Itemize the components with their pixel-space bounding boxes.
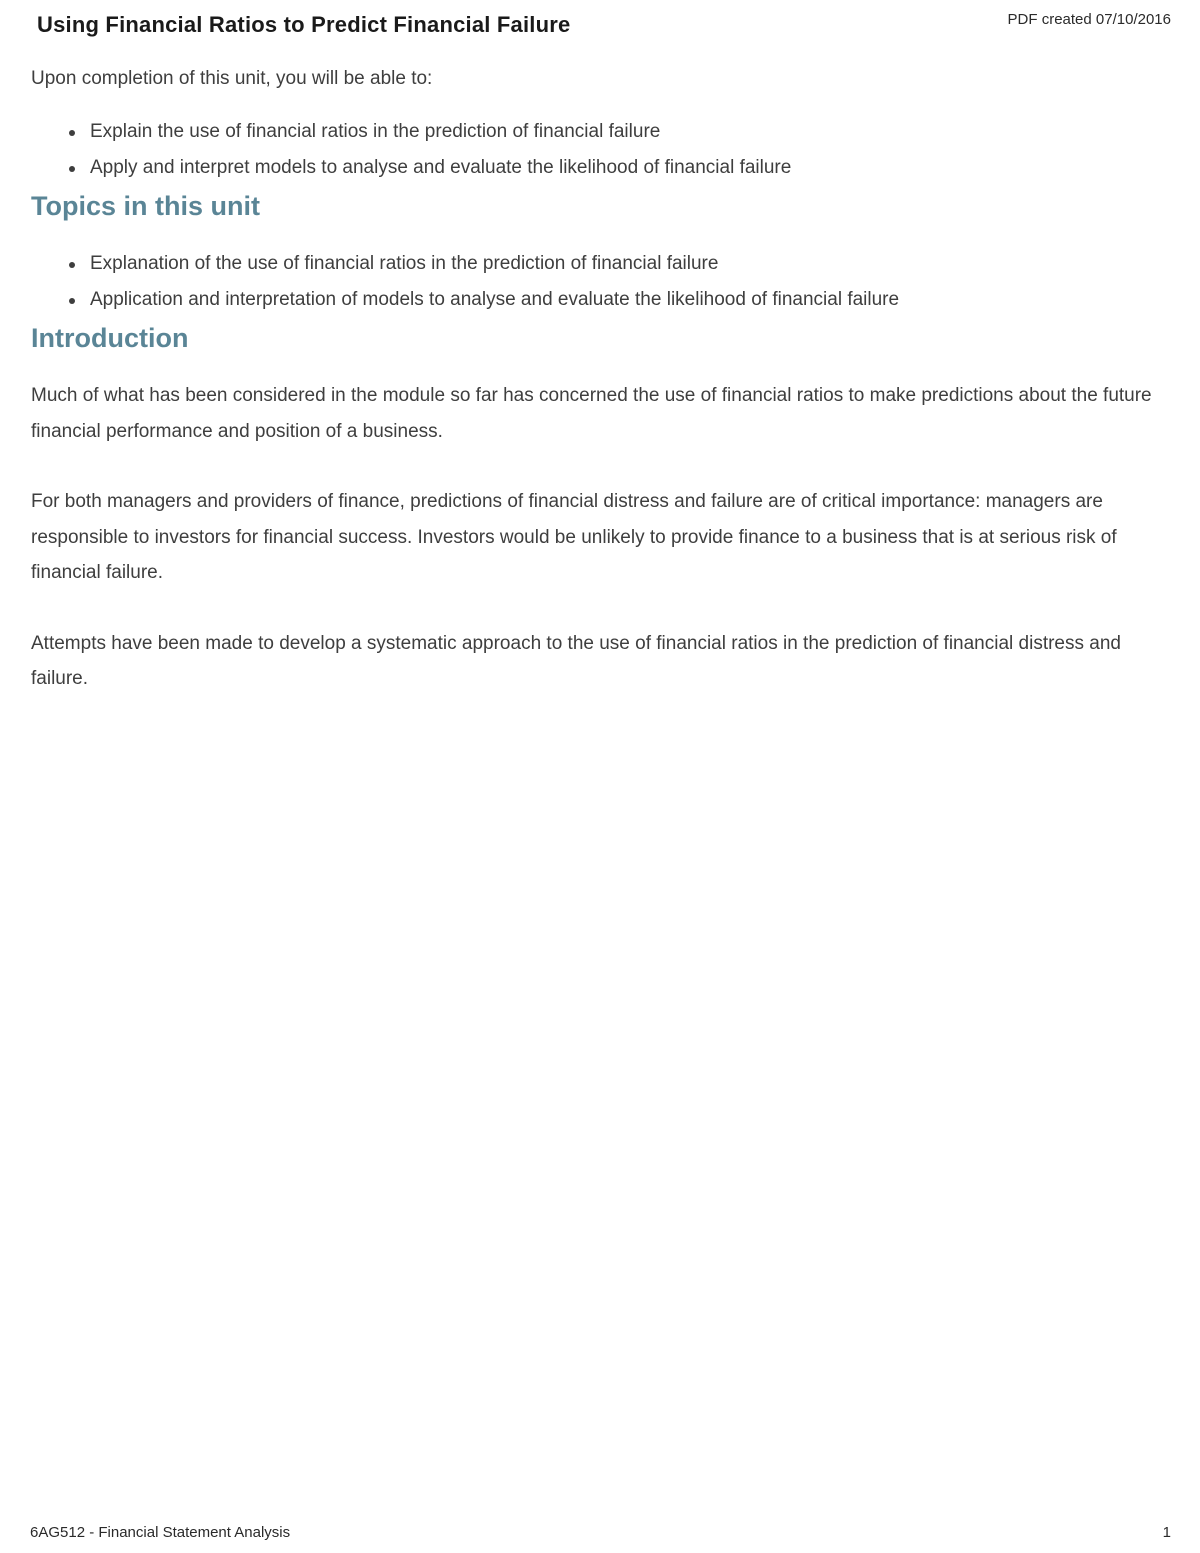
- list-item-text: Application and interpretation of models to analyse and evaluate the likelihood of financial failure: [90, 289, 900, 310]
- pdf-created-date: PDF created 07/10/2016: [1007, 11, 1171, 28]
- introduction-paragraph: Much of what has been considered in the module so far has concerned the use of financial ratios to make predictions about the future financial performance and position of a business.: [31, 385, 1152, 442]
- main-content: [31, 64, 1161, 697]
- introduction-paragraph: For both managers and providers of finance, predictions of financial distress and failure are of critical importance: managers are responsible to investors for financial success. Investors would be unlikely to provide finance to a business that is at serious risk of financial failure.: [31, 491, 1117, 583]
- list-item-text: Explanation of the use of financial ratios in the prediction of financial failure: [90, 253, 719, 274]
- list-item: [31, 114, 1161, 150]
- list-item: [31, 246, 1161, 282]
- introduction-heading: Introduction: [31, 323, 189, 353]
- bullet-icon: [69, 166, 75, 172]
- document-title: Using Financial Ratios to Predict Financial Failure: [37, 12, 571, 37]
- topics-heading: Topics in this unit: [31, 191, 260, 221]
- topics-list: [31, 246, 1161, 318]
- objectives-list: [31, 114, 1161, 186]
- bullet-icon: [69, 298, 75, 304]
- objectives-intro: Upon completion of this unit, you will be able to:: [31, 68, 433, 89]
- list-item: [31, 282, 1161, 318]
- bullet-icon: [69, 130, 75, 136]
- introduction-paragraph: Attempts have been made to develop a systematic approach to the use of financial ratios in the prediction of financial distress and failure.: [31, 632, 1121, 689]
- list-item: [31, 150, 1161, 186]
- list-item-text: Explain the use of financial ratios in the prediction of financial failure: [90, 121, 661, 142]
- bullet-icon: [69, 262, 75, 268]
- footer-page-number: 1: [1162, 1524, 1171, 1541]
- list-item-text: Apply and interpret models to analyse and evaluate the likelihood of financial failure: [90, 157, 792, 178]
- footer-module-name: 6AG512 - Financial Statement Analysis: [30, 1524, 291, 1541]
